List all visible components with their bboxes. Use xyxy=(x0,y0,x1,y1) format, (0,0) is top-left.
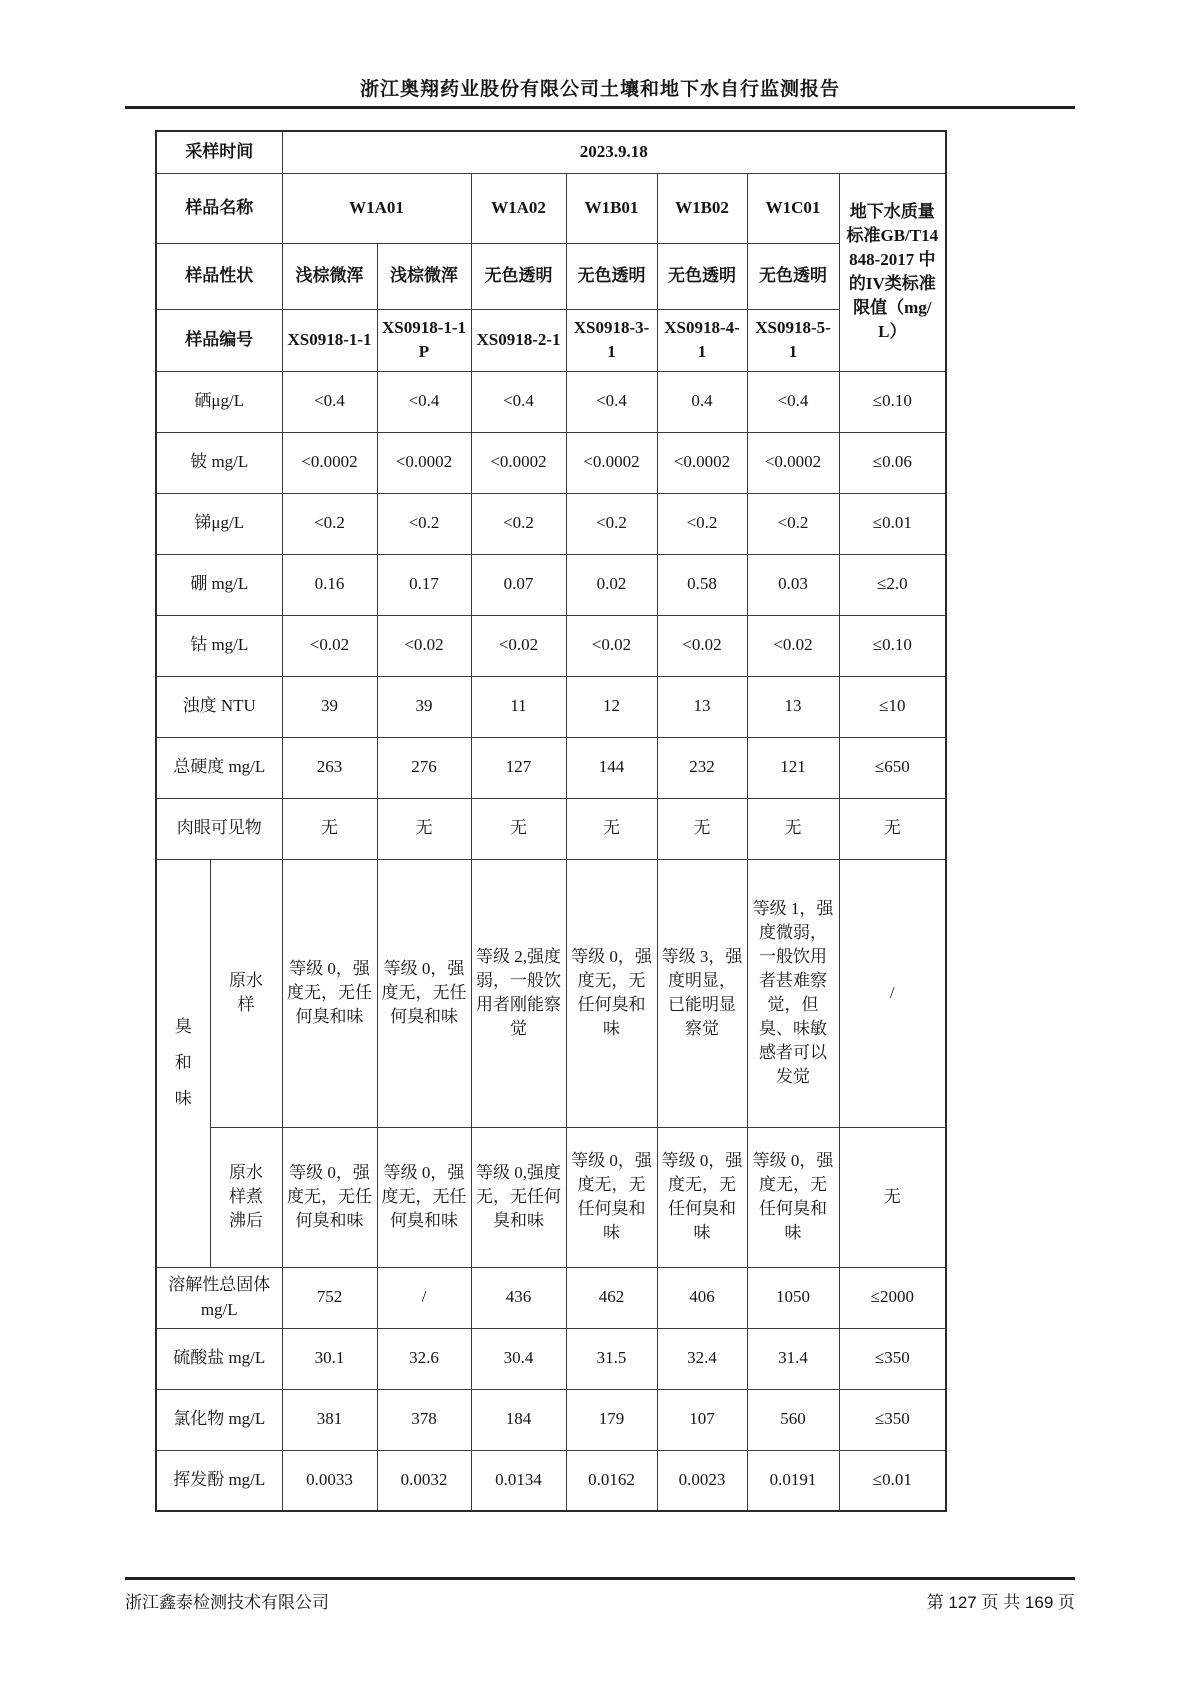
limit-cell: 无 xyxy=(839,798,946,859)
limit-cell: ≤350 xyxy=(839,1389,946,1450)
value-cell: <0.02 xyxy=(282,615,377,676)
footer-page-info: 第 127 页 共 169 页 xyxy=(926,1593,1075,1612)
row-label: 挥发酚 mg/L xyxy=(156,1450,282,1511)
table-row xyxy=(156,798,946,859)
value-cell: 406 xyxy=(657,1267,747,1328)
table-row xyxy=(156,1267,946,1328)
value-cell: 30.1 xyxy=(282,1328,377,1389)
value-cell: 等级 0，强度无，无任何臭和味 xyxy=(657,1127,747,1267)
value-cell: 等级 1，强度微弱，一般饮用者甚难察觉，但臭、味敏感者可以发觉 xyxy=(747,859,839,1127)
value-cell: <0.4 xyxy=(282,371,377,432)
sampling-time-row xyxy=(156,131,946,173)
value-cell: 等级 0，强度无，无任何臭和味 xyxy=(282,1127,377,1267)
sample-name-cell: W1C01 xyxy=(747,173,839,243)
sample-name-cell: W1B01 xyxy=(566,173,657,243)
limit-cell: ≤0.01 xyxy=(839,493,946,554)
sample-id-row xyxy=(156,309,946,371)
sample-trait-cell: 无色透明 xyxy=(471,243,566,309)
sample-id-label: 样品编号 xyxy=(156,309,282,371)
table-row xyxy=(156,1127,946,1267)
value-cell: 179 xyxy=(566,1389,657,1450)
row-label: 锑μg/L xyxy=(156,493,282,554)
row-label: 肉眼可见物 xyxy=(156,798,282,859)
value-cell: 0.03 xyxy=(747,554,839,615)
value-cell: <0.02 xyxy=(747,615,839,676)
value-cell: 232 xyxy=(657,737,747,798)
limit-cell: ≤0.01 xyxy=(839,1450,946,1511)
odor-group-label-text: 臭和味 xyxy=(174,1017,192,1108)
value-cell: 378 xyxy=(377,1389,471,1450)
sample-name-cell: W1A02 xyxy=(471,173,566,243)
table-row xyxy=(156,1389,946,1450)
value-cell: 144 xyxy=(566,737,657,798)
value-cell: 无 xyxy=(282,798,377,859)
table-row xyxy=(156,371,946,432)
row-label: 铍 mg/L xyxy=(156,432,282,493)
limit-cell: ≤350 xyxy=(839,1328,946,1389)
value-cell: 436 xyxy=(471,1267,566,1328)
row-label: 总硬度 mg/L xyxy=(156,737,282,798)
value-cell: / xyxy=(377,1267,471,1328)
sample-name-cell: W1B02 xyxy=(657,173,747,243)
sample-id-cell: XS0918-1-1 xyxy=(282,309,377,371)
row-label: 氯化物 mg/L xyxy=(156,1389,282,1450)
footer-rule xyxy=(125,1577,1075,1580)
value-cell: 107 xyxy=(657,1389,747,1450)
limit-cell: / xyxy=(839,859,946,1127)
table-row xyxy=(156,1328,946,1389)
value-cell: <0.4 xyxy=(566,371,657,432)
value-cell: 0.17 xyxy=(377,554,471,615)
value-cell: <0.0002 xyxy=(657,432,747,493)
value-cell: 30.4 xyxy=(471,1328,566,1389)
value-cell: 等级 0，强度无，无任何臭和味 xyxy=(377,859,471,1127)
header-rule xyxy=(125,106,1075,109)
value-cell: 39 xyxy=(282,676,377,737)
table-row xyxy=(156,554,946,615)
sample-id-cell: XS0918-5-1 xyxy=(747,309,839,371)
limit-cell: ≤10 xyxy=(839,676,946,737)
value-cell: <0.02 xyxy=(471,615,566,676)
row-label: 钴 mg/L xyxy=(156,615,282,676)
value-cell: 等级 0，强度无，无任何臭和味 xyxy=(377,1127,471,1267)
row-label: 硫酸盐 mg/L xyxy=(156,1328,282,1389)
value-cell: <0.4 xyxy=(377,371,471,432)
value-cell: 等级 0，强度无，无任何臭和味 xyxy=(566,859,657,1127)
limit-cell: ≤2000 xyxy=(839,1267,946,1328)
table-row xyxy=(156,432,946,493)
odor-sublabel: 原水样煮沸后 xyxy=(210,1127,282,1267)
sample-trait-row xyxy=(156,243,946,309)
value-cell: <0.0002 xyxy=(471,432,566,493)
row-label: 浊度 NTU xyxy=(156,676,282,737)
value-cell: 31.5 xyxy=(566,1328,657,1389)
value-cell: <0.0002 xyxy=(377,432,471,493)
value-cell: 11 xyxy=(471,676,566,737)
sample-name-cell: W1A01 xyxy=(282,173,471,243)
limit-cell: ≤0.10 xyxy=(839,371,946,432)
sampling-time-value: 2023.9.18 xyxy=(282,131,946,173)
value-cell: 0.0033 xyxy=(282,1450,377,1511)
table-row xyxy=(156,493,946,554)
value-cell: 0.16 xyxy=(282,554,377,615)
value-cell: 无 xyxy=(471,798,566,859)
row-label: 硒μg/L xyxy=(156,371,282,432)
value-cell: 无 xyxy=(377,798,471,859)
limit-column-header: 地下水质量标准GB/T14848-2017 中的IV类标准限值（mg/L） xyxy=(839,173,946,371)
value-cell: 13 xyxy=(657,676,747,737)
page-footer xyxy=(125,1588,1075,1613)
value-cell: <0.02 xyxy=(566,615,657,676)
value-cell: 13 xyxy=(747,676,839,737)
limit-cell: ≤0.06 xyxy=(839,432,946,493)
value-cell: 0.07 xyxy=(471,554,566,615)
value-cell: 等级 2,强度弱，一般饮用者刚能察觉 xyxy=(471,859,566,1127)
value-cell: <0.2 xyxy=(377,493,471,554)
value-cell: <0.2 xyxy=(747,493,839,554)
value-cell: <0.2 xyxy=(657,493,747,554)
sample-trait-cell: 无色透明 xyxy=(657,243,747,309)
sample-name-label: 样品名称 xyxy=(156,173,282,243)
odor-sublabel: 原水样 xyxy=(210,859,282,1127)
document-title: 浙江奥翔药业股份有限公司土壤和地下水自行监测报告 xyxy=(359,79,840,100)
table-row xyxy=(156,1450,946,1511)
sample-id-cell: XS0918-3-1 xyxy=(566,309,657,371)
value-cell: 无 xyxy=(747,798,839,859)
value-cell: <0.02 xyxy=(657,615,747,676)
sample-trait-cell: 浅棕微浑 xyxy=(377,243,471,309)
value-cell: 381 xyxy=(282,1389,377,1450)
table-row xyxy=(156,859,946,1127)
limit-cell: 无 xyxy=(839,1127,946,1267)
table-row xyxy=(156,676,946,737)
sample-id-cell: XS0918-1-1P xyxy=(377,309,471,371)
value-cell: 121 xyxy=(747,737,839,798)
table-row xyxy=(156,737,946,798)
sample-trait-cell: 浅棕微浑 xyxy=(282,243,377,309)
value-cell: 32.6 xyxy=(377,1328,471,1389)
value-cell: 0.4 xyxy=(657,371,747,432)
value-cell: 0.0023 xyxy=(657,1450,747,1511)
value-cell: 等级 0,强度无，无任何臭和味 xyxy=(471,1127,566,1267)
limit-cell: ≤2.0 xyxy=(839,554,946,615)
value-cell: 752 xyxy=(282,1267,377,1328)
value-cell: 184 xyxy=(471,1389,566,1450)
sample-trait-cell: 无色透明 xyxy=(747,243,839,309)
value-cell: 39 xyxy=(377,676,471,737)
value-cell: 276 xyxy=(377,737,471,798)
value-cell: 无 xyxy=(566,798,657,859)
value-cell: 0.0191 xyxy=(747,1450,839,1511)
value-cell: 等级 0，强度无，无任何臭和味 xyxy=(282,859,377,1127)
odor-group-label xyxy=(156,859,210,1267)
sample-trait-cell: 无色透明 xyxy=(566,243,657,309)
value-cell: 0.0032 xyxy=(377,1450,471,1511)
value-cell: <0.4 xyxy=(471,371,566,432)
value-cell: 32.4 xyxy=(657,1328,747,1389)
value-cell: <0.0002 xyxy=(282,432,377,493)
limit-cell: ≤650 xyxy=(839,737,946,798)
value-cell: 12 xyxy=(566,676,657,737)
value-cell: 无 xyxy=(657,798,747,859)
monitoring-table xyxy=(155,130,947,1512)
table-row xyxy=(156,615,946,676)
value-cell: 1050 xyxy=(747,1267,839,1328)
value-cell: <0.4 xyxy=(747,371,839,432)
value-cell: 127 xyxy=(471,737,566,798)
value-cell: <0.2 xyxy=(471,493,566,554)
sample-id-cell: XS0918-4-1 xyxy=(657,309,747,371)
value-cell: <0.02 xyxy=(377,615,471,676)
row-label: 溶解性总固体 mg/L xyxy=(156,1267,282,1328)
value-cell: <0.2 xyxy=(566,493,657,554)
value-cell: 462 xyxy=(566,1267,657,1328)
sample-id-cell: XS0918-2-1 xyxy=(471,309,566,371)
sample-trait-label: 样品性状 xyxy=(156,243,282,309)
value-cell: 0.02 xyxy=(566,554,657,615)
value-cell: <0.0002 xyxy=(747,432,839,493)
value-cell: 31.4 xyxy=(747,1328,839,1389)
row-label: 硼 mg/L xyxy=(156,554,282,615)
value-cell: 0.0162 xyxy=(566,1450,657,1511)
value-cell: 等级 0，强度无，无任何臭和味 xyxy=(566,1127,657,1267)
sampling-time-label: 采样时间 xyxy=(156,131,282,173)
value-cell: 0.0134 xyxy=(471,1450,566,1511)
value-cell: 263 xyxy=(282,737,377,798)
value-cell: 等级 0，强度无，无任何臭和味 xyxy=(747,1127,839,1267)
table-body xyxy=(156,131,946,1511)
value-cell: <0.0002 xyxy=(566,432,657,493)
value-cell: 560 xyxy=(747,1389,839,1450)
limit-cell: ≤0.10 xyxy=(839,615,946,676)
footer-company: 浙江鑫泰检测技术有限公司 xyxy=(125,1593,329,1612)
value-cell: <0.2 xyxy=(282,493,377,554)
sample-name-row xyxy=(156,173,946,243)
value-cell: 等级 3，强度明显，已能明显察觉 xyxy=(657,859,747,1127)
value-cell: 0.58 xyxy=(657,554,747,615)
